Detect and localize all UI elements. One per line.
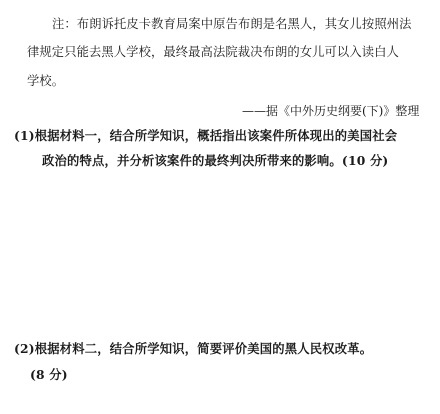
source-citation: ——据《中外历史纲要(下)》整理	[242, 104, 420, 118]
question-2-line-1: (2)根据材料二，结合所学知识，简要评价美国的黑人民权改革。	[14, 341, 373, 356]
note-line-2: 律规定只能去黑人学校，最终最高法院裁决布朗的女儿可以入读白人	[27, 45, 399, 59]
question-1-line-2: 政治的特点，并分析该案件的最终判决所带来的影响。(10 分)	[42, 153, 389, 168]
note-line-1: 注：布朗诉托皮卡教育局案中原告布朗是名黑人，其女儿按照州法	[52, 17, 412, 31]
question-1-line-1: (1)根据材料一，结合所学知识，概括指出该案件所体现出的美国社会	[14, 128, 398, 143]
question-2-line-2: (8 分)	[30, 367, 68, 382]
note-line-3: 学校。	[27, 74, 65, 88]
answer-space-1	[0, 180, 440, 330]
